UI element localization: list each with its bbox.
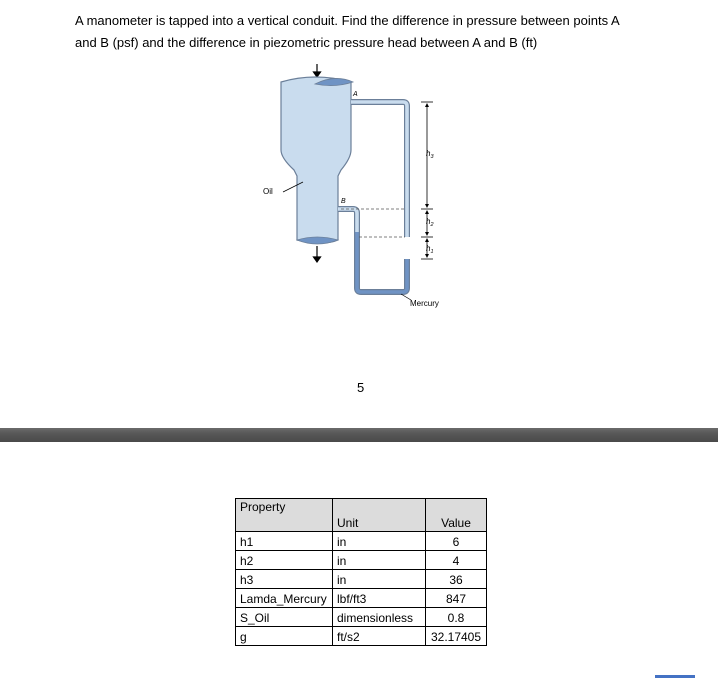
question-line-1: A manometer is tapped into a vertical conduit. Find the difference in pressure between points A (75, 13, 620, 28)
table-row (236, 532, 487, 551)
flow-arrow-bottom (314, 246, 321, 262)
cell-unit: in (333, 532, 426, 551)
cell-property: Lamda_Mercury (236, 589, 333, 608)
cell-value: 6 (426, 532, 487, 551)
manometer-diagram (255, 62, 485, 322)
cell-unit: in (333, 551, 426, 570)
cell-value: 36 (426, 570, 487, 589)
label-oil: Oil (263, 187, 273, 196)
header-value: Value (426, 499, 487, 532)
table-row (236, 570, 487, 589)
cell-property: h1 (236, 532, 333, 551)
header-property: Property (236, 499, 333, 532)
table-row (236, 608, 487, 627)
cell-unit: ft/s2 (333, 627, 426, 646)
question-line-2: and B (psf) and the difference in piezometric pressure head between A and B (ft) (75, 35, 538, 50)
cell-property: g (236, 627, 333, 646)
label-a: A (353, 91, 358, 98)
table-row (236, 589, 487, 608)
table-row (236, 551, 487, 570)
label-h3-h: h (426, 149, 431, 158)
cell-value: 847 (426, 589, 487, 608)
header-unit: Unit (333, 499, 426, 532)
cell-value: 4 (426, 551, 487, 570)
tube-lower-oil (338, 209, 357, 232)
label-h1-h: h (426, 244, 431, 253)
conduit-body (281, 77, 351, 243)
cell-unit: lbf/ft3 (333, 589, 426, 608)
cell-value: 32.17405 (426, 627, 487, 646)
label-h2-h: h (426, 217, 431, 226)
page-number: 5 (357, 380, 365, 395)
cell-property: S_Oil (236, 608, 333, 627)
cell-value: 0.8 (426, 608, 487, 627)
mercury-u-tube-fill (357, 232, 407, 292)
label-b: B (341, 198, 346, 205)
label-h3-sub: 3 (430, 154, 434, 160)
page-separator (0, 428, 718, 442)
label-h2-sub: 2 (430, 222, 434, 228)
mercury-u-tube (357, 232, 407, 292)
label-h1-sub: 1 (430, 249, 434, 255)
table-row (236, 627, 487, 646)
flow-arrow-top (314, 64, 321, 77)
label-mercury: Mercury (410, 299, 439, 308)
manometer-figure (255, 62, 485, 322)
cell-property: h2 (236, 551, 333, 570)
cell-property: h3 (236, 570, 333, 589)
property-table (235, 498, 487, 646)
question-text (75, 10, 695, 54)
table-header-row (236, 499, 487, 532)
cell-unit: dimensionless (333, 608, 426, 627)
cell-unit: in (333, 570, 426, 589)
